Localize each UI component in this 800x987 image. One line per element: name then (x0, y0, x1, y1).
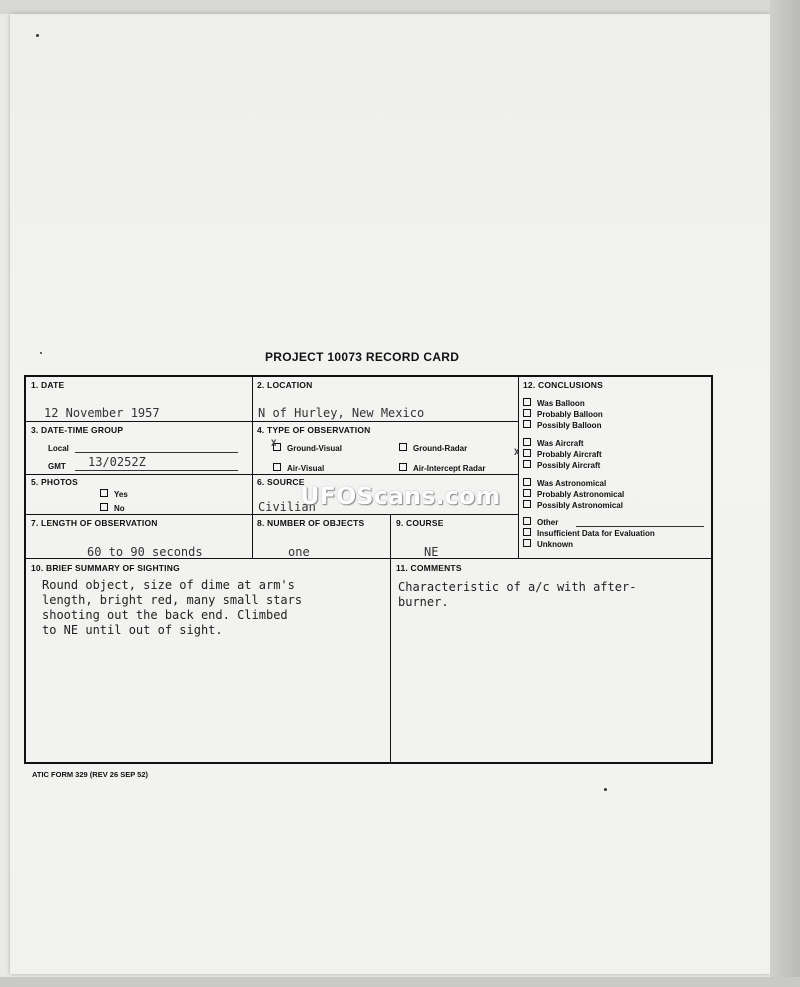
summary-label: 10. BRIEF SUMMARY OF SIGHTING (31, 563, 180, 573)
option-label: Possibly Aircraft (537, 461, 601, 470)
option-label: Unknown (537, 540, 573, 549)
checkbox-probably-astronomical[interactable] (523, 489, 624, 500)
dust-speck (604, 788, 607, 791)
scan-bottom-edge (0, 977, 800, 987)
checkbox-icon (523, 539, 531, 547)
checkbox-was-aircraft[interactable] (523, 438, 602, 449)
checkbox-icon (273, 463, 281, 471)
dust-speck (36, 34, 39, 37)
checkbox-icon (523, 420, 531, 428)
checkbox-insufficient-data[interactable] (523, 528, 655, 539)
summary-line: to NE until out of sight. (42, 623, 223, 637)
comments-text (398, 580, 636, 610)
dust-speck (40, 352, 42, 354)
option-label: Air-Visual (287, 464, 325, 473)
comments-line: burner. (398, 595, 449, 609)
location-value: N of Hurley, New Mexico (258, 406, 425, 420)
gmt-field-line (75, 470, 238, 471)
local-field-line (75, 452, 238, 453)
checkbox-icon (523, 489, 531, 497)
checkbox-icon (523, 438, 531, 446)
option-label: Yes (114, 490, 128, 499)
form-footer: ATIC FORM 329 (REV 26 SEP 52) (32, 770, 149, 779)
source-label: 6. SOURCE (257, 477, 305, 487)
option-label: Possibly Astronomical (537, 501, 623, 510)
dtg-label: 3. DATE-TIME GROUP (31, 425, 124, 435)
option-label: Insufficient Data for Evaluation (537, 529, 655, 538)
local-label: Local (48, 444, 69, 453)
checkbox-was-astronomical[interactable] (523, 478, 624, 489)
scan-top-edge (0, 0, 800, 14)
checkbox-air-visual[interactable] (273, 463, 324, 473)
num-objects-label: 8. NUMBER OF OBJECTS (257, 518, 365, 528)
length-value: 60 to 90 seconds (87, 545, 203, 559)
summary-line: Round object, size of dime at arm's (42, 578, 295, 592)
checkbox-ground-visual[interactable] (271, 439, 342, 453)
option-label: Was Aircraft (537, 439, 584, 448)
option-label: Probably Astronomical (537, 490, 625, 499)
grid-line (518, 377, 519, 558)
course-label: 9. COURSE (396, 518, 444, 528)
gmt-label: GMT (48, 462, 66, 471)
option-label: Possibly Balloon (537, 421, 602, 430)
watermark: UFOScans.com (300, 482, 501, 510)
checkbox-icon (523, 517, 531, 525)
length-label: 7. LENGTH OF OBSERVATION (31, 518, 158, 528)
grid-line (390, 514, 391, 762)
conclusion-group-other (523, 517, 655, 550)
checkbox-air-intercept-radar[interactable] (399, 463, 485, 473)
checkbox-possibly-aircraft[interactable] (523, 460, 602, 471)
conclusion-group-aircraft (514, 438, 602, 471)
observation-type-label: 4. TYPE OF OBSERVATION (257, 425, 371, 435)
checkbox-photos-yes[interactable] (100, 489, 128, 499)
checkbox-probably-aircraft[interactable] (514, 448, 602, 460)
checkbox-icon (523, 500, 531, 508)
checkbox-probably-balloon[interactable] (523, 409, 603, 420)
grid-line (252, 377, 253, 558)
checkbox-icon: X (273, 443, 281, 451)
checkbox-icon (399, 443, 407, 451)
conclusion-group-balloon (523, 398, 603, 431)
checkbox-unknown[interactable] (523, 539, 655, 550)
conclusions-label: 12. CONCLUSIONS (523, 380, 603, 390)
checkbox-icon (523, 478, 531, 486)
grid-line (26, 421, 518, 422)
option-label: Probably Balloon (537, 410, 603, 419)
other-field-line (576, 526, 704, 527)
scan-right-edge (770, 0, 800, 987)
option-label: Was Balloon (537, 399, 585, 408)
checkbox-icon (399, 463, 407, 471)
checkbox-icon (523, 409, 531, 417)
comments-label: 11. COMMENTS (396, 563, 462, 573)
comments-line: Characteristic of a/c with after- (398, 580, 637, 594)
conclusion-group-astronomical (523, 478, 624, 511)
option-label: Ground-Radar (413, 444, 468, 453)
checkbox-icon (523, 460, 531, 468)
checkbox-icon (523, 398, 531, 406)
num-objects-value: one (288, 545, 310, 559)
check-mark-icon: X (514, 448, 520, 458)
checkbox-possibly-astronomical[interactable] (523, 500, 624, 511)
checkbox-was-balloon[interactable] (523, 398, 603, 409)
checkbox-icon (523, 449, 531, 457)
summary-text (42, 578, 302, 638)
option-label: Other (537, 518, 559, 527)
source-value: Civilian (258, 500, 316, 514)
gmt-value: 13/0252Z (88, 455, 146, 469)
option-label: Ground-Visual (287, 444, 342, 453)
checkbox-icon (100, 489, 108, 497)
option-label: Air-Intercept Radar (413, 464, 486, 473)
checkbox-possibly-balloon[interactable] (523, 420, 603, 431)
grid-line (26, 474, 518, 475)
checkbox-ground-radar[interactable] (399, 443, 467, 453)
course-value: NE (424, 545, 439, 559)
photos-label: 5. PHOTOS (31, 477, 78, 487)
location-label: 2. LOCATION (257, 380, 313, 390)
option-label: Probably Aircraft (537, 450, 602, 459)
summary-line: shooting out the back end. Climbed (42, 608, 288, 622)
summary-line: length, bright red, many small stars (42, 593, 303, 607)
checkbox-icon (523, 528, 531, 536)
page-title: PROJECT 10073 RECORD CARD (265, 350, 460, 364)
option-label: No (114, 504, 125, 513)
checkbox-icon (100, 503, 108, 511)
checkbox-photos-no[interactable] (100, 503, 125, 513)
date-label: 1. DATE (31, 380, 65, 390)
date-value: 12 November 1957 (44, 406, 160, 420)
grid-line (26, 514, 518, 515)
option-label: Was Astronomical (537, 479, 607, 488)
